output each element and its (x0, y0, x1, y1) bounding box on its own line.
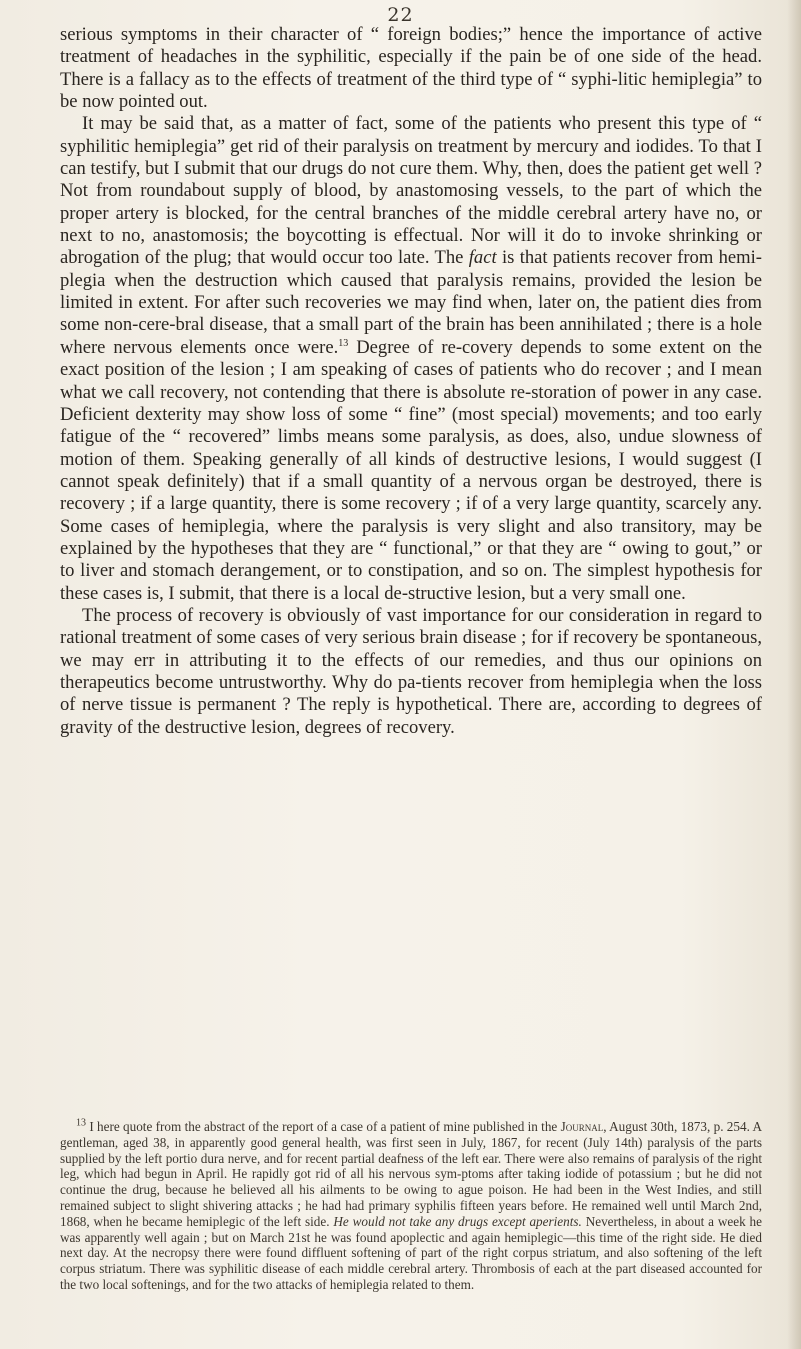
paragraph-2 (60, 113, 762, 605)
paragraph-2-text-c: Degree of re-covery depends to some extent on the exact position of the lesion ; I am speaking of cases of patients who do recover ; and I mean what we call recovery, not contending that there is absolute re-storation of power in any case. Deficient dexterity may show loss of some “ fine” (most special) movements; and too early fatigue of the “ recovered” limbs means some paralysis, as does, also, undue slowness of motion of them. Speaking generally of all kinds of destructive lesions, I would suggest (I cannot speak definitely) that if a small quantity of a nervous organ be destroyed, there is recovery ; if a large quantity, there is some recovery ; if of a very large quantity, scarcely any. Some cases of hemiplegia, where the paralysis is very slight and also transitory, may be explained by the hypotheses that they are “ functional,” or that they are “ owing to gout,” or to liver and stomach derangement, or to constipation, and so on. The simplest hypothesis for these cases is, I submit, that there is a local de-structive lesion, but a very small one. (60, 336, 763, 604)
paragraph-2-text-a: It may be said that, as a matter of fact, some of the patients who present this type of “ syphilitic hemiplegia” get rid of their paralysis on treatment by mercury and iodides. To that I can testify, but I submit that our drugs do not cure them. Why, then, does the patient get well ? Not from roundabout supply of blood, by anastomosing vessels, to the part of which the proper artery is blocked, for the central branches of the middle cerebral artery have no, or next to no, anastomosis; the boycotting is effectual. Nor will it do to invoke shrinking or abrogation of the plug; that would occur too late. The (60, 113, 762, 269)
journal-name: Journal (560, 1119, 604, 1134)
footnote-text-c: Nevertheless, in about a week he was apparently well again ; but on March 21st he was found apoplectic and again hemiplegic—this time of the right side. He died next day. At the necropsy there were found diffluent softening of part of the right corpus striatum, and also softening of the left corpus striatum. There was syphilitic disease of each middle cerebral artery. Thrombosis of each at the part diseased accounted for the two local softenings, and for the two attacks of hemiplegia related to them. (60, 1213, 762, 1292)
paragraph-3 (60, 605, 762, 739)
footnote (60, 1119, 762, 1293)
footnote-text-a: I here quote from the abstract of the report of a case of a patient of mine published in the (86, 1119, 561, 1134)
paragraph-3-text: The process of recovery is obviously of vast importance for our consideration in regard to rational treatment of some cases of very serious brain disease ; for if recovery be spontaneous, we may err in attributing it to the effects of our remedies, and thus our opinions on therapeutics become untrustworthy. Why do pa-tients recover from hemiplegia when the loss of nerve tissue is permanent ? The reply is hypothetical. There are, according to degrees of gravity of the destructive lesion, degrees of recovery. (60, 604, 762, 738)
footnote-number: 13 (76, 1117, 86, 1129)
emphasis-fact: fact (468, 247, 497, 269)
paragraph-2-text-b: is that patients recover from hemi-plegia when the destruction which caused that paralysis remains, provided the lesion be limited in extent. For after such recoveries we may find when, later on, the patient dies from some non-cere-bral disease, that a small part of the brain has been annihilated ; there is a hole where nervous elements once were. (60, 247, 762, 358)
footnote-italic-text: He would not take any drugs except aperients. (333, 1213, 582, 1229)
footnote-13 (60, 1119, 762, 1293)
page-number: 22 (387, 4, 414, 26)
paragraph-1 (60, 24, 762, 113)
footnote-reference[interactable]: 13 (338, 337, 349, 349)
page-edge-shadow (787, 0, 801, 1349)
body-text (60, 24, 762, 739)
footnote-text-b: , August 30th, 1873, p. 254. A gentleman, aged 38, in apparently good general health, was first seen in July, 1867, for recent (July 14th) paralysis of the parts supplied by the left portio dura nerve, and for recent partial deafness of the left ear. There were also remains of paralysis of the right leg, which had begun in April. He rapidly got rid of all his nervous sym-ptoms after taking iodide of potassium ; but he did not continue the drug, because he believed all his ailments to be owing to ague poison. He had been in the West Indies, and still remained subject to slight shivering attacks ; he had had primary syphilis fifteen years before. He remained well until March 2nd, 1868, when he became hemiplegic of the left side. (60, 1119, 762, 1229)
paragraph-1-text: serious symptoms in their character of “ foreign bodies;” hence the importance of active treatment of headaches in the syphilitic, especially if the pain be of one side of the head. There is a fallacy as to the effects of treatment of the third type of “ syphi-litic hemiplegia” to be now pointed out. (60, 24, 762, 113)
